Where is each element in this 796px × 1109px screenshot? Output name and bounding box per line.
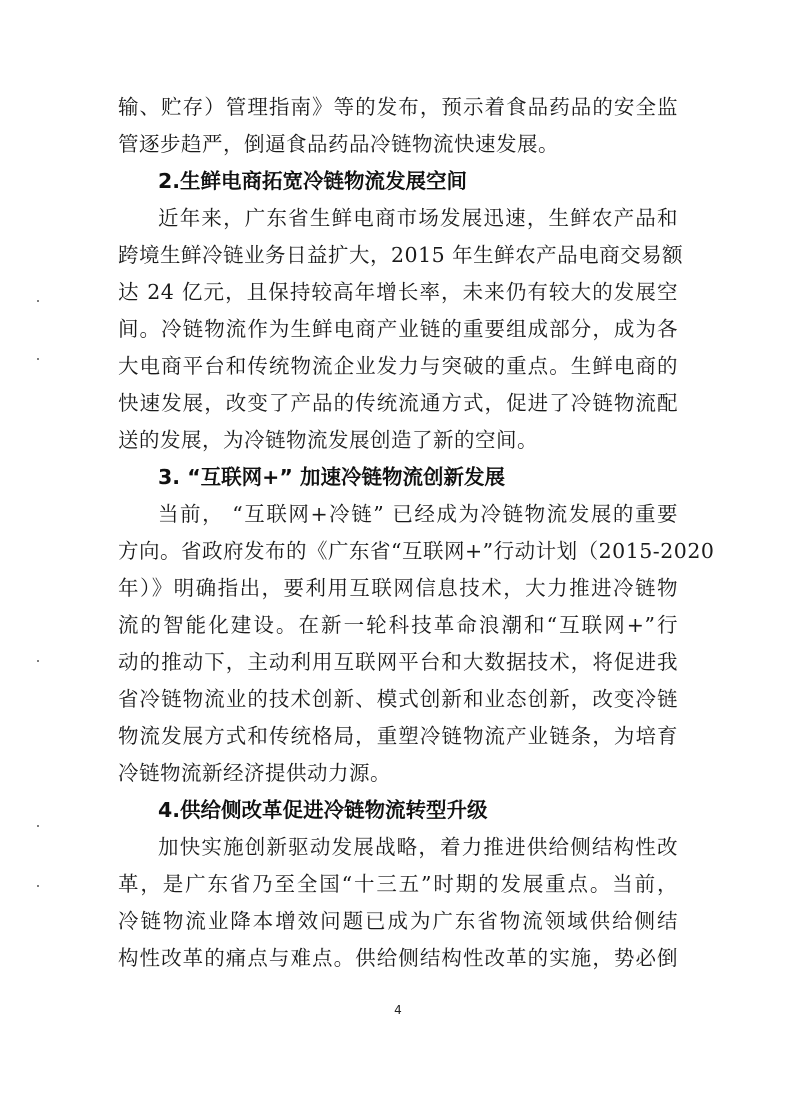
paragraph-line: 达 24 亿元，且保持较高年增长率，未来仍有较大的发展空 — [118, 280, 678, 304]
paragraph-line: 管逐步趋严，倒逼食品药品冷链物流快速发展。 — [118, 132, 559, 156]
paragraph-line: 大电商平台和传统物流企业发力与突破的重点。生鲜电商的 — [118, 354, 678, 378]
paragraph-line: 送的发展，为冷链物流发展创造了新的空间。 — [118, 428, 538, 452]
section-heading: 4.供给侧改革促进冷链物流转型升级 — [158, 798, 488, 822]
paragraph-line: 方向。省政府发布的《广东省“互联网+”行动计划（2015-2020 — [118, 539, 715, 563]
paragraph-line: 年）》明确指出，要利用互联网信息技术，大力推进冷链物 — [118, 576, 678, 600]
section-heading: 2.生鲜电商拓宽冷链物流发展空间 — [158, 169, 468, 193]
section-heading: 3. “互联网+” 加速冷链物流创新发展 — [158, 465, 505, 489]
paragraph-line: 革，是广东省乃至全国“十三五”时期的发展重点。当前， — [118, 872, 678, 896]
paragraph-line: 省冷链物流业的技术创新、模式创新和业态创新，改变冷链 — [118, 687, 678, 711]
paragraph-line: 构性改革的痛点与难点。供给侧结构性改革的实施，势必倒 — [118, 946, 678, 970]
scan-mark — [37, 358, 39, 360]
paragraph-line: 冷链物流业降本增效问题已成为广东省物流领域供给侧结 — [118, 909, 678, 933]
paragraph-line: 动的推动下，主动利用互联网平台和大数据技术，将促进我 — [118, 650, 678, 674]
paragraph-line: 冷链物流新经济提供动力源。 — [118, 761, 391, 785]
paragraph-line: 当前， “互联网+冷链” 已经成为冷链物流发展的重要 — [158, 502, 678, 526]
page-number: 4 — [394, 1003, 402, 1017]
paragraph-line: 快速发展，改变了产品的传统流通方式，促进了冷链物流配 — [118, 391, 678, 415]
paragraph-line: 跨境生鲜冷链业务日益扩大，2015 年生鲜农产品电商交易额 — [118, 243, 684, 267]
paragraph-line: 输、贮存）管理指南》等的发布，预示着食品药品的安全监 — [118, 95, 678, 119]
scan-mark — [37, 660, 39, 662]
document-body — [118, 89, 715, 977]
paragraph-line: 加快实施创新驱动发展战略，着力推进供给侧结构性改 — [158, 835, 678, 859]
scan-mark — [37, 825, 39, 827]
paragraph-line: 间。冷链物流作为生鲜电商产业链的重要组成部分，成为各 — [118, 317, 678, 341]
scan-mark — [37, 300, 39, 302]
paragraph-line: 流的智能化建设。在新一轮科技革命浪潮和“互联网+”行 — [118, 613, 678, 637]
paragraph-line: 近年来，广东省生鲜电商市场发展迅速，生鲜农产品和 — [158, 206, 678, 230]
paragraph-line: 物流发展方式和传统格局，重塑冷链物流产业链条，为培育 — [118, 724, 678, 748]
scan-mark — [37, 885, 39, 887]
